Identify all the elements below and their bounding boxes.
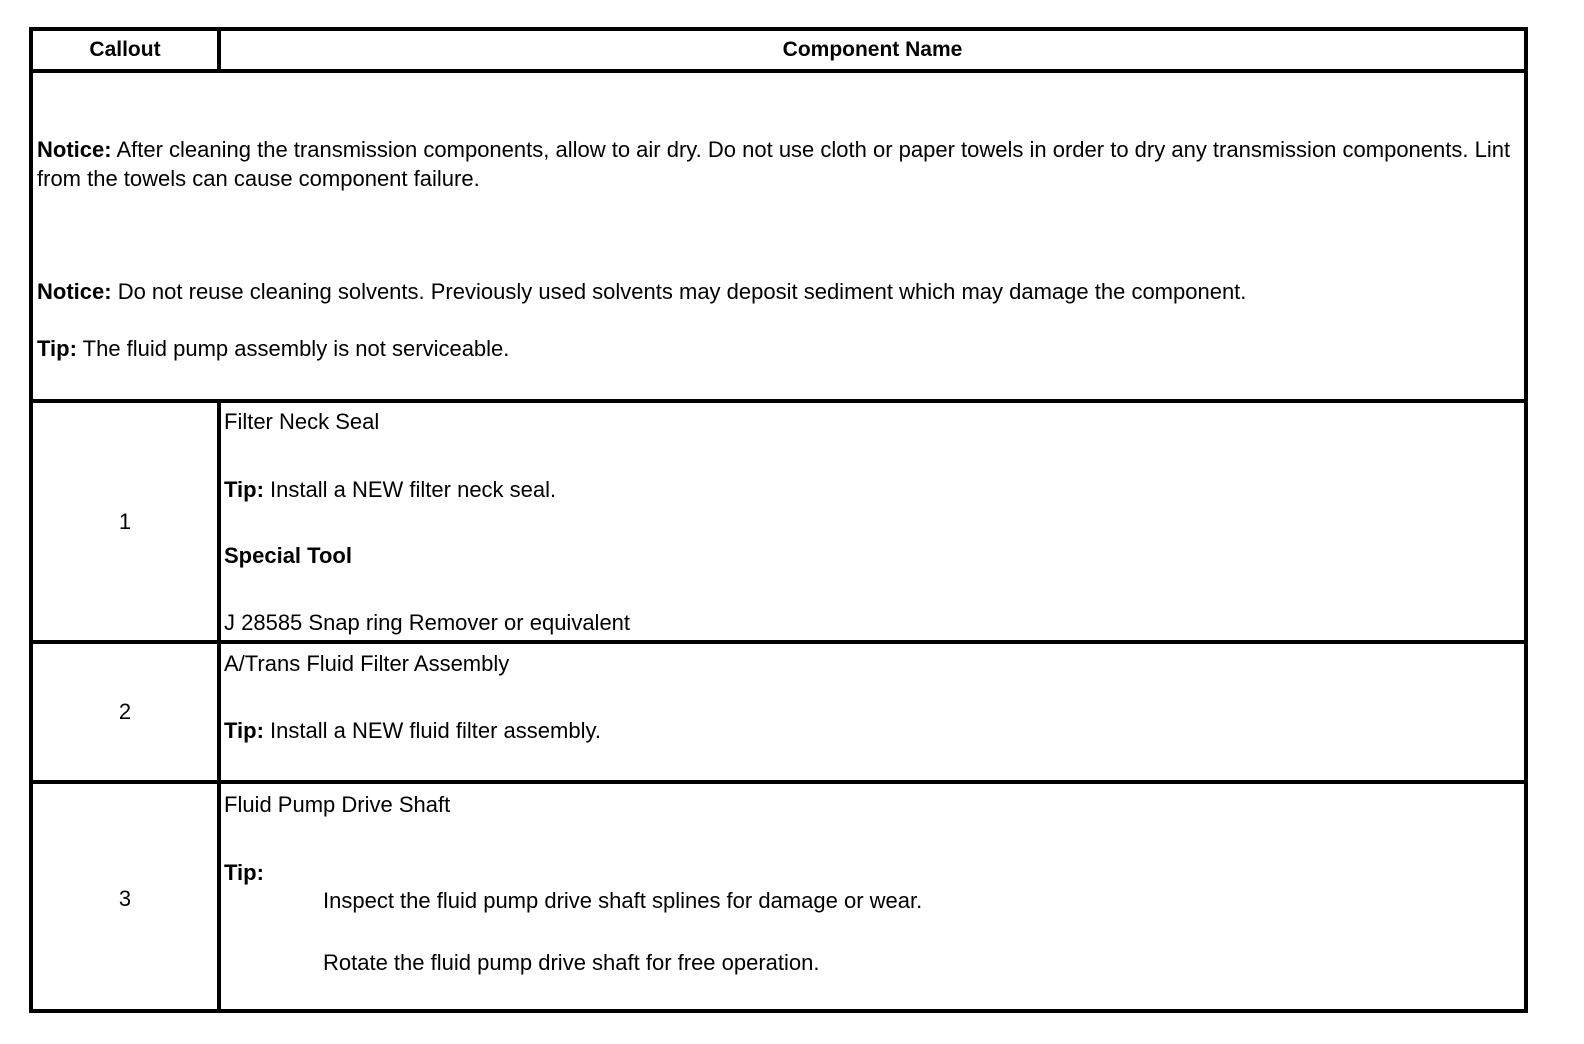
component-tip [224,716,601,745]
notice-text: Do not reuse cleaning solvents. Previously used solvents may deposit sediment which may damage the component. [117,279,1247,304]
column-divider [217,399,221,1009]
component-name: Fluid Pump Drive Shaft [224,792,451,817]
notice-label: Notice: [37,137,112,162]
tip-text: Install a NEW fluid filter assembly. [270,718,601,743]
notice-text: After cleaning the transmission components, allow to air dry. Do not use cloth or paper towels in order to dry any transmission components. Lint from the towels can cause component failure. [37,137,1511,191]
special-tool-value: J 28585 Snap ring Remover or equivalent [224,610,631,635]
notice-solvents [37,277,1246,306]
notice-label: Notice: [37,279,112,304]
notices-row [33,73,1524,399]
tip-label: Tip: [224,718,264,743]
component-tip [224,475,556,504]
table-row [33,403,1524,640]
tip-text: Install a NEW filter neck seal. [270,477,557,502]
notice-cleaning [37,135,1514,193]
component-name: A/Trans Fluid Filter Assembly [224,651,510,676]
component-tip [224,858,264,887]
callout-number: 2 [118,699,132,724]
special-tool-heading: Special Tool [224,543,352,568]
table-row [33,784,1524,1013]
tip-pump-not-serviceable [37,334,509,363]
table-row [33,644,1524,780]
tip-item: Inspect the fluid pump drive shaft splines for damage or wear. [323,888,923,913]
callout-number: 3 [118,885,132,911]
header-callout: Callout [89,38,161,61]
component-name: Filter Neck Seal [224,409,380,434]
header-component-name: Component Name [782,38,963,61]
tip-item: Rotate the fluid pump drive shaft for free operation. [323,950,820,975]
tip-label: Tip: [224,477,264,502]
tip-label: Tip: [37,336,77,361]
tip-text: The fluid pump assembly is not serviceable. [82,336,510,361]
header-divider [217,31,221,69]
component-table [29,27,1528,1013]
tip-label: Tip: [224,860,264,885]
callout-number: 1 [118,508,132,534]
